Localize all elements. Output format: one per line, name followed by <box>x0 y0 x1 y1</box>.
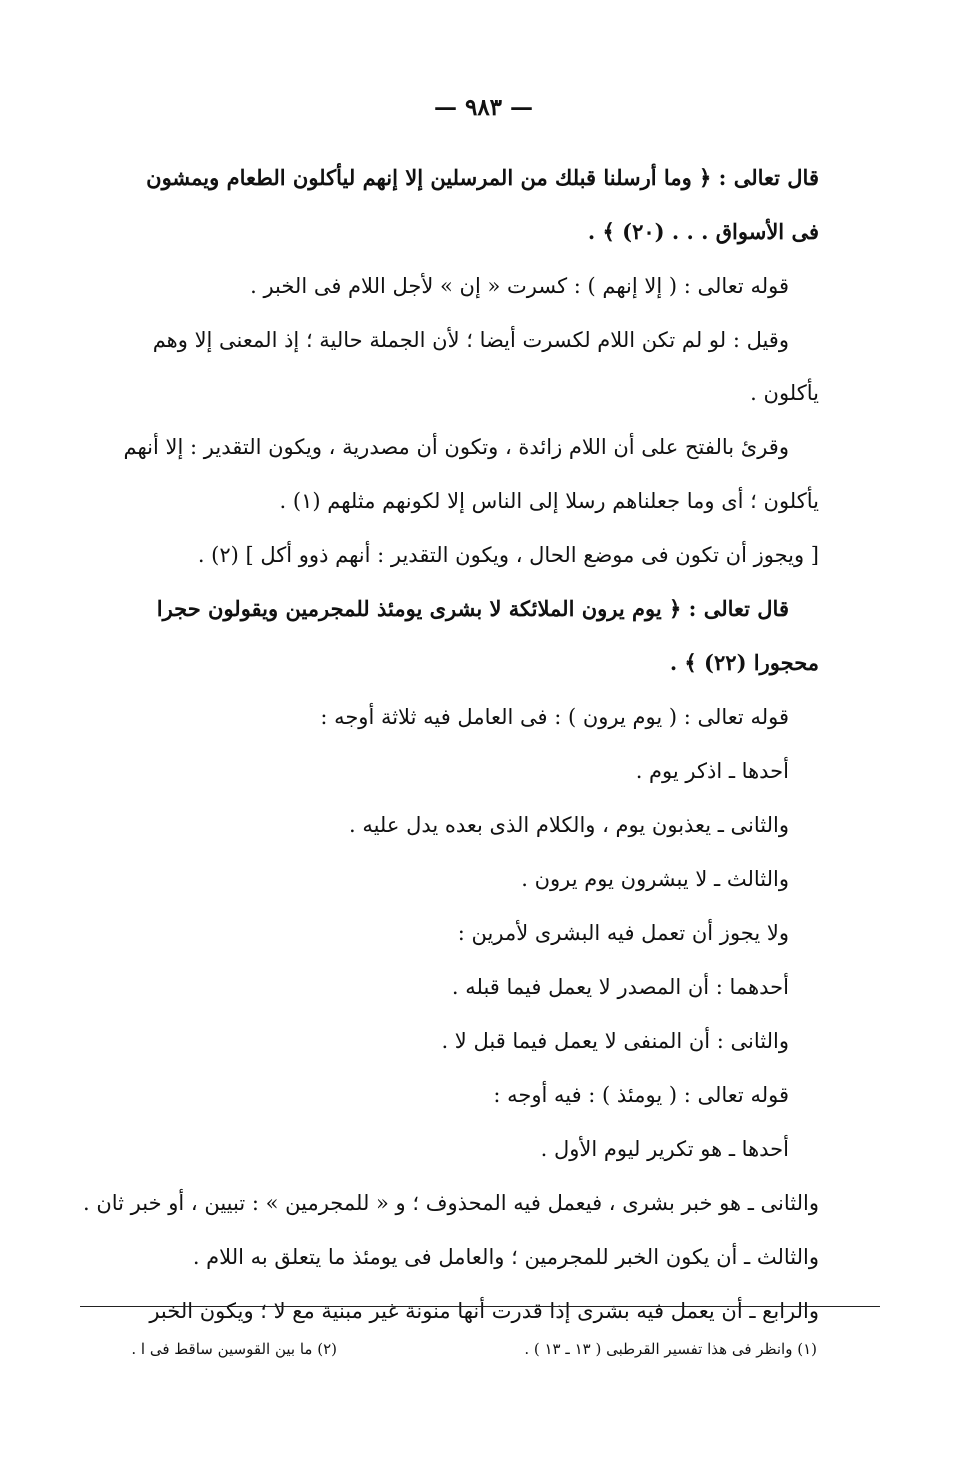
text-line: أحدها ـ اذكر يوم . <box>635 759 789 783</box>
text-line: وقيل : لو لم تكن اللام لكسرت أيضا ؛ لأن الجملة حالية ؛ إذ المعنى إلا وهم <box>152 328 789 352</box>
text-line: يأكلون ؛ أى وما جعلناهم رسلا إلى الناس إلا لكونهم مثلهم (١) . <box>279 489 819 513</box>
text-line: قوله تعالى : ( إلا إنهم ) : كسرت « إن » لأجل اللام فى الخبر . <box>250 274 789 298</box>
verse-line: فى الأسواق . . . (٢٠) ﴾ . <box>587 219 819 244</box>
text-line: قوله تعالى : ( يوم يرون ) : فى العامل فيه ثلاثة أوجه : <box>320 705 789 729</box>
text-line: قوله تعالى : ( يومئذ ) : فيه أوجه : <box>493 1083 789 1107</box>
text-line: ولا يجوز أن تعمل فيه البشرى لأمرين : <box>457 921 789 945</box>
footnote-2: (٢) ما بين القوسين ساقط فى ا . <box>131 1340 337 1358</box>
text-line: والرابع ـ أن يعمل فيه بشرى إذا قدرت أنها منونة غير مبنية مع لا ؛ ويكون الخبر <box>149 1299 819 1323</box>
text-line: أحدهما : أن المصدر لا يعمل فيما قبله . <box>451 975 789 999</box>
text-line: [ ويجوز أن تكون فى موضع الحال ، ويكون التقدير : أنهم ذوو أكل ] (٢) . <box>197 543 819 567</box>
footnote-separator <box>80 1306 880 1307</box>
footnote-1: (١) وانظر فى هذا تفسير القرطبى ( ١٣ ـ ١٣ ) . <box>524 1340 817 1358</box>
text-line: والثانى ـ يعذبون يوم ، والكلام الذى بعده يدل عليه . <box>348 813 789 837</box>
text-line: والثانى : أن المنفى لا يعمل فيما قبل لا . <box>441 1029 789 1053</box>
verse-line: محجورا (٢٢) ﴾ . <box>669 650 819 675</box>
text-line: والثانى ـ هو خبر بشرى ، فيعمل فيه المحذوف ؛ و « للمجرمين » : تبيين ، أو خبر ثان . <box>82 1191 819 1215</box>
text-line: والثالث ـ لا يبشرون يوم يرون . <box>521 867 789 891</box>
text-line: وقرئ بالفتح على أن اللام زائدة ، وتكون أن مصدرية ، ويكون التقدير : إلا أنهم <box>123 435 789 459</box>
text-line: والثالث ـ أن يكون الخبر للمجرمين ؛ والعامل فى يومئذ ما يتعلق به اللام . <box>192 1245 819 1269</box>
verse-line: قال تعالى : ﴿ وما أرسلنا قبلك من المرسلين إلا إنهم ليأكلون الطعام ويمشون <box>146 165 819 190</box>
page-number: — ٩٨٣ — <box>433 94 534 121</box>
text-line: أحدها ـ هو تكرير ليوم الأول . <box>540 1137 789 1161</box>
text-line: يأكلون . <box>750 381 819 405</box>
verse-line: قال تعالى : ﴿ يوم يرون الملائكة لا بشرى يومئذ للمجرمين ويقولون حجرا <box>156 596 789 621</box>
